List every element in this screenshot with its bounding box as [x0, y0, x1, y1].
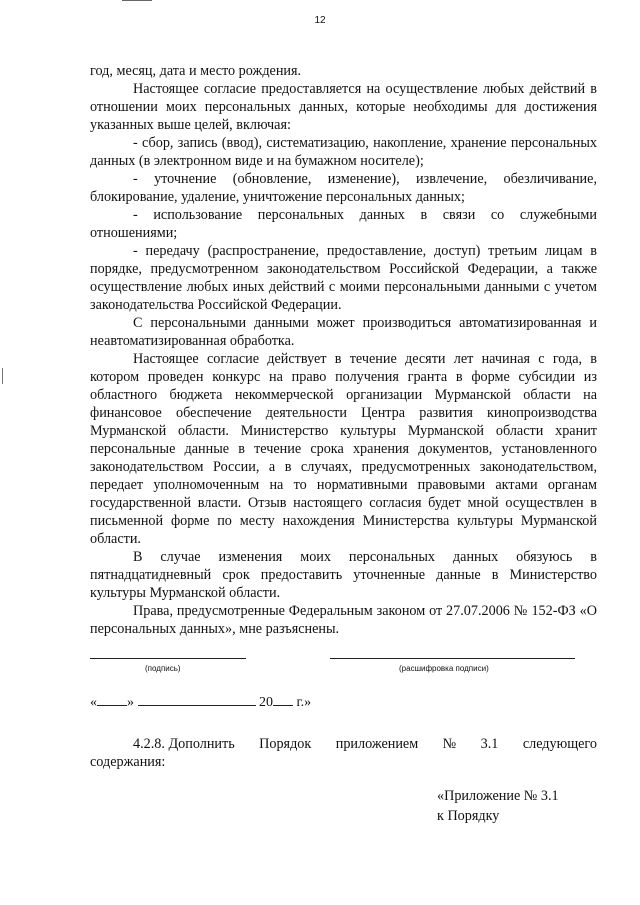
amendment-word: приложением	[335, 736, 419, 752]
paragraph: В случае изменения моих персональных данных обязуюсь в пятнадцатидневный срок предоставить уточненные данные в Министерство культуры Мурманской области.	[90, 549, 597, 601]
month-blank	[138, 693, 256, 706]
paragraph: Настоящее согласие предоставляется на осуществление любых действий в отношении моих персональных данных, которые необходимы для достижения указанных выше целей, включая:	[90, 81, 597, 133]
signature-caption: (подпись)	[145, 664, 181, 673]
consent-body	[90, 62, 597, 638]
date-open-quote: «	[90, 695, 97, 710]
list-item: - использование персональных данных в связи со служебными отношениями;	[90, 207, 597, 241]
date-close-quote: »	[127, 695, 134, 710]
page-number: 12	[314, 15, 326, 26]
day-blank	[97, 693, 127, 706]
amendment-word: следующего	[522, 736, 597, 752]
paragraph: Настоящее согласие действует в течение десяти лет начиная с года, в котором проведен конкурс на право получения гранта в форме субсидии из областного бюджета некоммерческой организации Мурманской области на финансовое обеспечение деятельности Центра развития кинопроизводства Мурманской области. Министерство культуры Мурманской области хранит персональные данные в течение срока хранения документов, установленного законодательством России, а в случаях, предусмотренных законодательством, передает уполномоченным на то нормативными правовыми актами органам государственной власти. Отзыв настоящего согласия будет мной осуществлен в письменной форме по месту нахождения Министерства культуры Мурманской области.	[90, 351, 597, 547]
amendment-line-1	[90, 735, 597, 753]
amendment-clause	[90, 735, 597, 771]
amendment-word: №	[442, 736, 457, 752]
list-item: - сбор, запись (ввод), систематизацию, накопление, хранение персональных данных (в электронном виде и на бумажном носителе);	[90, 135, 597, 169]
date-line	[90, 693, 311, 711]
signature-decoding-line	[330, 658, 575, 659]
appendix-heading	[437, 786, 559, 826]
amendment-word: Порядок	[259, 736, 312, 752]
scan-margin-mark	[2, 368, 3, 384]
list-item: - передачу (распространение, предоставление, доступ) третьим лицам в порядке, предусмотренном законодательством Российской Федерации, а также осуществление любых иных действий с моими персональными данными с учетом законодательства Российской Федерации.	[90, 243, 597, 313]
year-suffix: г.»	[296, 695, 312, 710]
amendment-line-2: содержания:	[90, 754, 166, 770]
signature-block	[90, 648, 597, 688]
year-prefix: 20	[259, 695, 273, 710]
signature-line	[90, 658, 246, 659]
scan-edge-mark	[122, 0, 152, 1]
appendix-subtitle: к Порядку	[437, 808, 500, 824]
list-item: - уточнение (обновление, изменение), извлечение, обезличивание, блокирование, удаление, уничтожение персональных данных;	[90, 171, 597, 205]
paragraph: Права, предусмотренные Федеральным законом от 27.07.2006 № 152-ФЗ «О персональных данных», мне разъяснены.	[90, 603, 597, 637]
appendix-title: «Приложение № 3.1	[437, 788, 559, 804]
year-blank	[273, 693, 293, 706]
signature-decoding-caption: (расшифровка подписи)	[399, 664, 489, 673]
amendment-word: 3.1	[480, 736, 499, 752]
amendment-word: 4.2.8. Дополнить	[133, 736, 235, 752]
paragraph: С персональными данными может производиться автоматизированная и неавтоматизированная обработка.	[90, 315, 597, 349]
paragraph: год, месяц, дата и место рождения.	[90, 63, 302, 79]
